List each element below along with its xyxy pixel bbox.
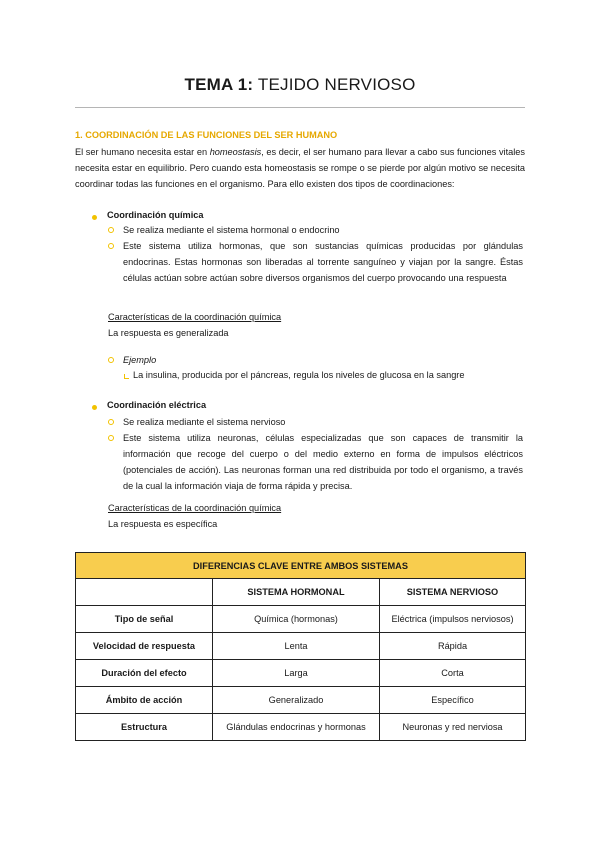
- row-label: Ámbito de acción: [76, 687, 213, 714]
- title-text: TEJIDO NERVIOSO: [253, 75, 416, 94]
- table-row: [76, 714, 526, 741]
- characteristics-text: La respuesta es generalizada: [108, 328, 229, 338]
- table-row: [76, 687, 526, 714]
- table-header-empty: [76, 579, 213, 606]
- bullet-heading: Coordinación eléctrica: [107, 400, 207, 410]
- cell-nervioso: Eléctrica (impulsos nerviosos): [380, 606, 526, 633]
- subbullet-text: Se realiza mediante el sistema nervioso: [123, 417, 286, 427]
- characteristics-title: Características de la coordinación química: [108, 503, 282, 513]
- characteristics-title: Características de la coordinación química: [108, 312, 282, 322]
- cell-hormonal: Larga: [213, 660, 380, 687]
- section-heading: 1. COORDINACIÓN DE LAS FUNCIONES DEL SER HUMANO: [75, 130, 338, 140]
- bullet-ring-icon: [108, 419, 114, 425]
- example-text: La insulina, producida por el páncreas, regula los niveles de glucosa en la sangre: [133, 370, 465, 380]
- intro-paragraph: [75, 144, 525, 192]
- intro-italic: homeostasis: [209, 147, 262, 157]
- row-label: Duración del efecto: [76, 660, 213, 687]
- row-label: Tipo de señal: [76, 606, 213, 633]
- table-header-row: [76, 579, 526, 606]
- intro-text-1: El ser humano necesita estar en: [75, 147, 210, 157]
- table-row: [76, 633, 526, 660]
- subbullet-text: Este sistema utiliza neuronas, células especializadas que son capaces de transmitir la información que recoge del cuerpo o del medio externo en forma de impulsos eléctricos (potenciales de acción). Las neuronas forman una red distribuida por todo el organismo, a través de la cual la información viaja de forma rápida y precisa.: [123, 433, 523, 491]
- cell-hormonal: Generalizado: [213, 687, 380, 714]
- cell-nervioso: Rápida: [380, 633, 526, 660]
- subbullet-text: Este sistema utiliza hormonas, que son sustancias químicas producidas por glándulas endocrinas. Estas hormonas son liberadas al torrente sanguíneo y viajan por la sangre. Éstas células actúan sobre actúan sobre diversos organismos del cuerpo provocando una respuesta: [123, 241, 523, 283]
- title-number: TEMA 1:: [184, 75, 254, 94]
- bullet-ring-icon: [108, 435, 114, 441]
- table-title: DIFERENCIAS CLAVE ENTRE AMBOS SISTEMAS: [76, 553, 526, 579]
- cell-hormonal: Glándulas endocrinas y hormonas: [213, 714, 380, 741]
- example-label: Ejemplo: [123, 355, 157, 365]
- row-label: Velocidad de respuesta: [76, 633, 213, 660]
- subbullet-text: Se realiza mediante el sistema hormonal o endocrino: [123, 225, 340, 235]
- table-header-hormonal: SISTEMA HORMONAL: [213, 579, 380, 606]
- characteristics-text: La respuesta es específica: [108, 519, 218, 529]
- table-header-nervioso: SISTEMA NERVIOSO: [380, 579, 526, 606]
- cell-hormonal: Química (hormonas): [213, 606, 380, 633]
- bullet-heading: Coordinación química: [107, 210, 204, 220]
- bullet-dot-icon: [92, 215, 97, 220]
- row-label: Estructura: [76, 714, 213, 741]
- differences-table: [75, 552, 526, 741]
- title-divider: [75, 107, 525, 108]
- page-title: [0, 75, 600, 95]
- bullet-ring-icon: [108, 227, 114, 233]
- cell-nervioso: Corta: [380, 660, 526, 687]
- cell-nervioso: Neuronas y red nerviosa: [380, 714, 526, 741]
- intro-text-2: , es decir, el ser humano para llevar a cabo sus funciones vitales necesita estar en equilibrio. Pero cuando esta homeostasis se rompe o se pierde por algún motivo se necesita coordinar todas las funciones en el organismo. Para ello existen dos tipos de coordinaciones:: [75, 147, 525, 189]
- cell-hormonal: Lenta: [213, 633, 380, 660]
- bullet-corner-icon: [124, 374, 129, 379]
- bullet-ring-icon: [108, 243, 114, 249]
- bullet-ring-icon: [108, 357, 114, 363]
- bullet-dot-icon: [92, 405, 97, 410]
- table-row: [76, 660, 526, 687]
- cell-nervioso: Específico: [380, 687, 526, 714]
- table-row: [76, 606, 526, 633]
- table-title-row: [76, 553, 526, 579]
